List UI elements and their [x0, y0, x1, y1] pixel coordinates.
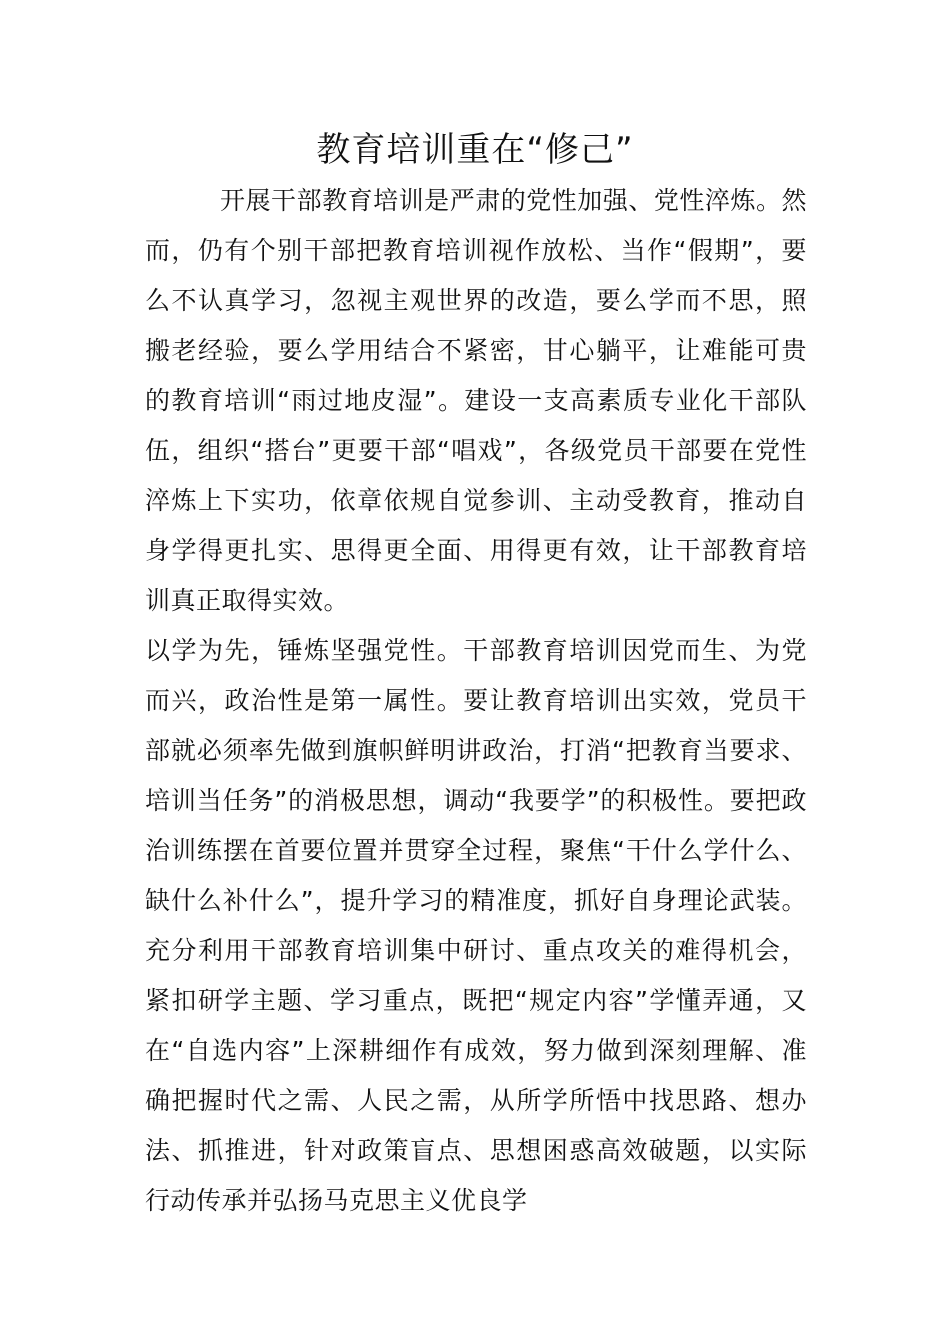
paragraph-2: 以学为先，锤炼坚强党性。干部教育培训因党而生、为党而兴，政治性是第一属性。要让教育培训出实效，党员干部就必须率先做到旗帜鲜明讲政治，打消“把教育当要求、培训当任务”的消极思想，调动“我要学”的积极性。要把政治训练摆在首要位置并贯穿全过程，聚焦“干什么学什么、缺什么补什么”，提升学习的精准度，抓好自身理论武装。充分利用干部教育培训集中研讨、重点攻关的难得机会，紧扣研学主题、学习重点，既把“规定内容”学懂弄通，又在“自选内容”上深耕细作有成效，努力做到深刻理解、准确把握时代之需、人民之需，从所学所悟中找思路、想办法、抓推进，针对政策盲点、思想困惑高效破题，以实际行动传承并弘扬马克思主义优良学 — [145, 636, 807, 1215]
paragraph-1: 开展干部教育培训是严肃的党性加强、党性淬炼。然而，仍有个别干部把教育培训视作放松、当作“假期”，要么不认真学习，忽视主观世界的改造，要么学而不思，照搬老经验，要么学用结合不紧密，甘心躺平，让难能可贵的教育培训“雨过地皮湿”。建设一支高素质专业化干部队伍，组织“搭台”更要干部“唱戏”，各级党员干部要在党性淬炼上下实功，依章依规自觉参训、主动受教育，推动自身学得更扎实、思得更全面、用得更有效，让干部教育培训真正取得实效。 — [145, 186, 807, 615]
document-body — [145, 176, 807, 1226]
document-title: 教育培训重在“修己” — [316, 130, 634, 170]
